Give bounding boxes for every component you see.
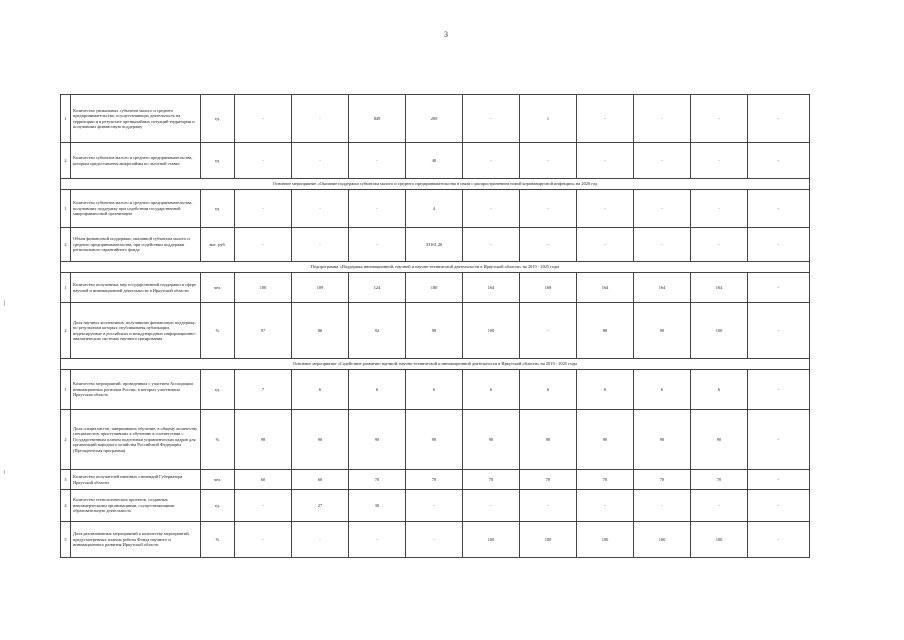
value-cell: 100: [577, 522, 634, 558]
value-cell: -: [235, 490, 292, 522]
section-header-row: [61, 359, 810, 370]
value-cell: -: [235, 95, 292, 143]
value-cell: -: [235, 522, 292, 558]
value-cell: -: [691, 143, 748, 179]
unit-cell: %: [201, 410, 235, 470]
value-cell: 6: [520, 370, 577, 410]
value-cell: -: [349, 228, 406, 262]
value-cell: -: [349, 143, 406, 179]
row-number: 3: [61, 470, 71, 490]
value-cell: 6: [292, 370, 349, 410]
value-cell: -: [463, 190, 520, 228]
indicator-name: Доля специалистов, завершивших обучение, в общему количеству специалистов, приступивших к обучению в соответствии с Государственным планом подготовки управленческих кадров для организаций народного хозяйства Российской Федерации (Президентская программа): [71, 410, 201, 470]
value-cell: 90: [577, 410, 634, 470]
value-cell: -: [748, 95, 810, 143]
unit-cell: %: [201, 522, 235, 558]
value-cell: 90: [292, 410, 349, 470]
value-cell: 40: [406, 143, 463, 179]
value-cell: 180: [406, 273, 463, 303]
unit-cell: ед.: [201, 370, 235, 410]
value-cell: -: [463, 490, 520, 522]
row-number: 1: [61, 273, 71, 303]
value-cell: 70: [463, 470, 520, 490]
value-cell: -: [748, 522, 810, 558]
value-cell: 6: [577, 370, 634, 410]
table-row: [61, 143, 810, 179]
value-cell: -: [577, 95, 634, 143]
value-cell: 90: [520, 410, 577, 470]
value-cell: -: [748, 470, 810, 490]
unit-cell: %: [201, 303, 235, 359]
value-cell: 60: [292, 470, 349, 490]
table-row: [61, 228, 810, 262]
indicator-name: Количество получателей именных стипендий Губернатора Иркутской области: [71, 470, 201, 490]
value-cell: 100: [520, 522, 577, 558]
value-cell: -: [748, 370, 810, 410]
value-cell: -: [520, 490, 577, 522]
value-cell: 27: [292, 490, 349, 522]
value-cell: 849: [349, 95, 406, 143]
value-cell: 164: [463, 273, 520, 303]
value-cell: 100: [691, 522, 748, 558]
value-cell: -: [748, 273, 810, 303]
value-cell: -: [748, 190, 810, 228]
value-cell: 6: [463, 370, 520, 410]
unit-cell: ед.: [201, 190, 235, 228]
value-cell: 168: [520, 273, 577, 303]
value-cell: -: [748, 143, 810, 179]
value-cell: 86: [292, 303, 349, 359]
value-cell: -: [349, 190, 406, 228]
indicator-name: Доля реализованных мероприятий к количеству мероприятий, предусмотренных планом работы Фонда научного и инновационного развития Иркутской области: [71, 522, 201, 558]
table-row: [61, 273, 810, 303]
value-cell: 164: [577, 273, 634, 303]
row-number: 2: [61, 410, 71, 470]
value-cell: 100: [235, 273, 292, 303]
value-cell: 164: [691, 273, 748, 303]
table-row: [61, 470, 810, 490]
value-cell: -: [235, 190, 292, 228]
value-cell: -: [577, 143, 634, 179]
table-row: [61, 522, 810, 558]
indicator-name: Объем финансовой поддержки, оказанной субъектам малого и среднего предпринимательства, при содействии поддержки регионального гарантийного фонда: [71, 228, 201, 262]
value-cell: -: [520, 228, 577, 262]
value-cell: 200: [406, 95, 463, 143]
value-cell: -: [520, 190, 577, 228]
row-number: 5: [61, 522, 71, 558]
table-row: [61, 190, 810, 228]
unit-cell: чел.: [201, 273, 235, 303]
section-title: Основное мероприятие «Содействие развитию научной, научно-технической и инновационной деятельности в Иркутской области» на 2019 - 2025 годы: [61, 359, 810, 370]
indicator-name: Количество субъектов малого и среднего предпринимательства, получивших поддержку при содействии государственной микрофинансовой организации: [71, 190, 201, 228]
value-cell: -: [691, 190, 748, 228]
value-cell: -: [292, 143, 349, 179]
unit-cell: тыс. руб.: [201, 228, 235, 262]
value-cell: -: [463, 95, 520, 143]
value-cell: -: [292, 522, 349, 558]
value-cell: 1: [520, 95, 577, 143]
value-cell: -: [691, 490, 748, 522]
value-cell: -: [292, 95, 349, 143]
value-cell: 6: [349, 370, 406, 410]
section-title: Подпрограмма «Поддержка инновационной, научной и научно-технической деятельности в Иркутской области» на 2019 - 2025 годы: [61, 262, 810, 273]
value-cell: -: [463, 143, 520, 179]
value-cell: 70: [520, 470, 577, 490]
value-cell: -: [634, 143, 691, 179]
value-cell: -: [406, 490, 463, 522]
value-cell: 30: [349, 490, 406, 522]
value-cell: 4: [406, 190, 463, 228]
value-cell: -: [235, 143, 292, 179]
table-row: [61, 410, 810, 470]
scan-mark: [4, 470, 5, 474]
value-cell: 90: [691, 410, 748, 470]
row-number: 1: [61, 370, 71, 410]
table-row: [61, 490, 810, 522]
value-cell: 90: [634, 410, 691, 470]
value-cell: -: [463, 228, 520, 262]
value-cell: 109: [292, 273, 349, 303]
value-cell: 60: [235, 470, 292, 490]
unit-cell: ед.: [201, 143, 235, 179]
page-number: 3: [444, 30, 448, 39]
indicator-name: Доля научных коллективов, получивших финансовую поддержку, по результатам которых опубликованы публикации, индексируемые в российских и международных информационно-аналитических системах научного цитирования: [71, 303, 201, 359]
indicator-name: Количество субъектов малого и среднего предпринимательства, которым предоставлены микрозаймы по льготной ставке: [71, 143, 201, 179]
unit-cell: ед.: [201, 490, 235, 522]
value-cell: -: [634, 190, 691, 228]
value-cell: -: [235, 228, 292, 262]
value-cell: 90: [349, 410, 406, 470]
value-cell: -: [520, 143, 577, 179]
value-cell: 90: [406, 410, 463, 470]
value-cell: -: [349, 522, 406, 558]
value-cell: 124: [349, 273, 406, 303]
row-number: 2: [61, 303, 71, 359]
value-cell: -: [520, 303, 577, 359]
table-row: [61, 95, 810, 143]
value-cell: 98: [235, 410, 292, 470]
value-cell: 100: [634, 522, 691, 558]
unit-cell: чел.: [201, 470, 235, 490]
value-cell: -: [577, 490, 634, 522]
value-cell: 6: [406, 370, 463, 410]
value-cell: 98: [406, 303, 463, 359]
row-number: 4: [61, 490, 71, 522]
value-cell: 70: [691, 470, 748, 490]
value-cell: -: [748, 228, 810, 262]
value-cell: -: [748, 303, 810, 359]
value-cell: 88: [577, 303, 634, 359]
value-cell: 92: [349, 303, 406, 359]
row-number: 1: [61, 190, 71, 228]
value-cell: 70: [406, 470, 463, 490]
scan-mark: [4, 300, 5, 306]
value-cell: 90: [634, 303, 691, 359]
value-cell: 100: [463, 303, 520, 359]
value-cell: 70: [634, 470, 691, 490]
indicator-name: Количество уникальных субъектов малого и среднего предпринимательства, осуществляющих деятельность на территории и в результате чрезвычайных ситуаций территории и получивших финансовую поддержку: [71, 95, 201, 143]
value-cell: -: [292, 190, 349, 228]
row-number: 1: [61, 95, 71, 143]
section-header-row: [61, 179, 810, 190]
value-cell: -: [292, 228, 349, 262]
value-cell: -: [748, 410, 810, 470]
value-cell: -: [406, 522, 463, 558]
value-cell: -: [634, 228, 691, 262]
value-cell: 97: [235, 303, 292, 359]
value-cell: 33161,26: [406, 228, 463, 262]
indicator-name: Количество мероприятий, проведенных с участием Ассоциации инновационных регионов России, в которых участвовала Иркутская область: [71, 370, 201, 410]
value-cell: 164: [634, 273, 691, 303]
row-number: 2: [61, 143, 71, 179]
value-cell: -: [691, 228, 748, 262]
table-row: [61, 370, 810, 410]
value-cell: -: [577, 228, 634, 262]
value-cell: 90: [463, 410, 520, 470]
section-title: Основное мероприятие «Оказание поддержки субъектам малого и среднего предпринимательства в связи с распространением новой коронавирусной инфекции» на 2020 год: [61, 179, 810, 190]
row-number: 2: [61, 228, 71, 262]
indicator-name: Количество полученных мер государственной поддержки в сфере научной и инновационной деятельности в Иркутской области: [71, 273, 201, 303]
value-cell: -: [577, 190, 634, 228]
value-cell: -: [634, 490, 691, 522]
indicators-table: [60, 94, 810, 558]
value-cell: -: [748, 490, 810, 522]
value-cell: -: [634, 95, 691, 143]
value-cell: 100: [691, 303, 748, 359]
value-cell: 70: [349, 470, 406, 490]
unit-cell: ед.: [201, 95, 235, 143]
table-row: [61, 303, 810, 359]
value-cell: 7: [235, 370, 292, 410]
value-cell: 6: [634, 370, 691, 410]
value-cell: 6: [691, 370, 748, 410]
value-cell: -: [691, 95, 748, 143]
section-header-row: [61, 262, 810, 273]
value-cell: 100: [463, 522, 520, 558]
indicator-name: Количество технологических проектов, созданных некоммерческими организациями, осуществляющими образовательную деятельность: [71, 490, 201, 522]
value-cell: 70: [577, 470, 634, 490]
